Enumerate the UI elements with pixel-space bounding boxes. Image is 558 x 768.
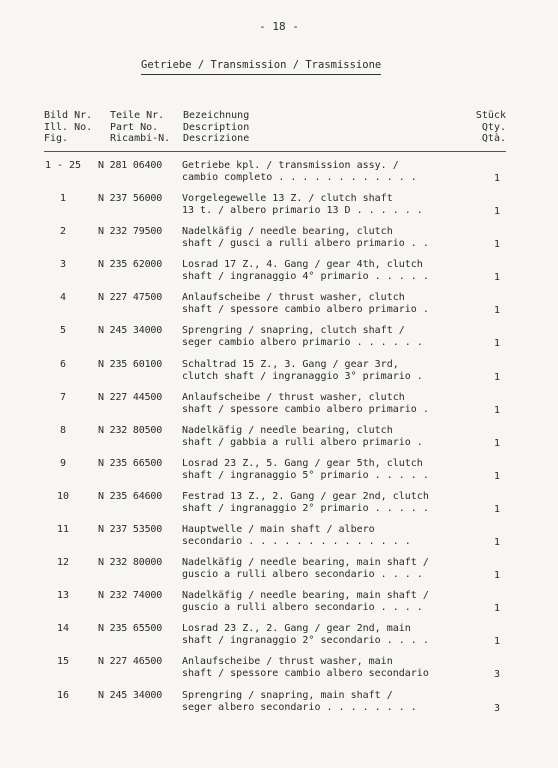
part-number: N 235 65500	[98, 623, 163, 635]
table-row	[0, 690, 558, 723]
part-description: Sprengring / snapring, main shaft / seger albero secondario . . . . . . . .	[182, 689, 417, 713]
part-description: Losrad 17 Z., 4. Gang / gear 4th, clutch shaft / ingranaggio 4° primario . . . . .	[182, 259, 429, 283]
part-number: N 227 46500	[98, 656, 163, 668]
fig-number: 10	[56, 490, 70, 502]
part-description: Festrad 13 Z., 2. Gang / gear 2nd, clutch shaft / ingranaggio 2° primario . . . . .	[182, 490, 429, 514]
table-row	[0, 160, 558, 193]
fig-number: 1	[59, 193, 67, 205]
quantity: 1	[493, 272, 500, 284]
fig-number: 4	[59, 292, 67, 304]
table-row	[0, 623, 558, 656]
table-row	[0, 226, 558, 259]
fig-number: 2	[59, 226, 67, 238]
table-row	[0, 292, 558, 325]
parts-list	[0, 160, 558, 723]
quantity: 3	[493, 702, 500, 714]
part-number: N 235 62000	[98, 259, 163, 271]
part-number: N 227 47500	[98, 292, 163, 304]
table-row	[0, 425, 558, 458]
part-description: Hauptwelle / main shaft / albero secondario . . . . . . . . . . . . . .	[182, 524, 411, 548]
quantity: 1	[493, 636, 500, 648]
fig-number: 3	[59, 259, 67, 271]
fig-number: 6	[59, 358, 67, 370]
part-description: Anlaufscheibe / thrust washer, clutch shaft / spessore cambio albero primario .	[182, 391, 429, 415]
quantity: 3	[493, 669, 500, 681]
quantity: 1	[493, 404, 500, 416]
part-number: N 232 80500	[98, 424, 163, 436]
fig-number: 1 - 25	[44, 160, 82, 171]
part-description: Vorgelegewelle 13 Z. / clutch shaft 13 t. / albero primario 13 D . . . . . .	[182, 193, 423, 217]
quantity: 1	[493, 305, 500, 317]
part-number: N 245 34000	[98, 325, 163, 337]
quantity: 1	[493, 206, 500, 218]
fig-number: 12	[56, 557, 70, 569]
part-description: Nadelkäfig / needle bearing, main shaft / guscio a rulli albero secondario . . . .	[182, 590, 429, 614]
part-number: N 237 56000	[98, 193, 163, 205]
table-row	[0, 524, 558, 557]
quantity: 1	[493, 239, 500, 251]
part-description: Nadelkäfig / needle bearing, clutch shaft / gusci a rulli albero primario . .	[182, 226, 429, 250]
part-description: Sprengring / snapring, clutch shaft / seger cambio albero primario . . . . . .	[182, 325, 423, 349]
quantity: 1	[493, 173, 500, 184]
part-number: N 227 44500	[98, 391, 163, 403]
part-number: N 245 34000	[98, 689, 163, 701]
part-number: N 235 64600	[98, 490, 163, 502]
table-row	[0, 259, 558, 292]
part-number: N 235 60100	[98, 358, 163, 370]
table-row	[0, 325, 558, 358]
table-row	[0, 193, 558, 226]
fig-number: 11	[56, 524, 70, 536]
part-number: N 237 53500	[98, 524, 163, 536]
quantity: 1	[493, 537, 500, 549]
page-title: Getriebe / Transmission / Trasmissione	[141, 59, 381, 75]
quantity: 1	[493, 437, 500, 449]
part-number: N 232 79500	[98, 226, 163, 238]
table-row	[0, 392, 558, 425]
part-number: N 235 66500	[98, 457, 163, 469]
part-description: Anlaufscheibe / thrust washer, main shaft / spessore cambio albero secondario	[182, 656, 429, 680]
table-row	[0, 557, 558, 590]
header-part-number: Teile Nr. Part No. Ricambi-N.	[110, 110, 171, 144]
quantity: 1	[493, 470, 500, 482]
fig-number: 13	[56, 590, 70, 602]
part-number: N 232 80000	[98, 557, 163, 569]
table-row	[0, 458, 558, 491]
header-fig-number: Bild Nr. Ill. No. Fig.	[44, 110, 93, 144]
part-description: Anlaufscheibe / thrust washer, clutch shaft / spessore cambio albero primario .	[182, 292, 429, 316]
fig-number: 14	[56, 623, 70, 635]
table-row	[0, 656, 558, 689]
header-description: Bezeichnung Description Descrizione	[183, 110, 250, 144]
part-description: Nadelkäfig / needle bearing, main shaft / guscio a rulli albero secondario . . . .	[182, 557, 429, 581]
fig-number: 8	[59, 424, 67, 436]
quantity: 1	[493, 503, 500, 515]
quantity: 1	[493, 570, 500, 582]
header-quantity: Stück Qty. Qtà.	[475, 110, 506, 144]
fig-number: 5	[59, 325, 67, 337]
quantity: 1	[493, 338, 500, 350]
quantity: 1	[493, 603, 500, 615]
part-description: Getriebe kpl. / transmission assy. / cambio completo . . . . . . . . . . . .	[182, 160, 417, 183]
fig-number: 7	[59, 391, 67, 403]
part-description: Losrad 23 Z., 5. Gang / gear 5th, clutch shaft / ingranaggio 5° primario . . . . .	[182, 457, 429, 481]
fig-number: 16	[56, 689, 70, 701]
part-number: N 232 74000	[98, 590, 163, 602]
fig-number: 15	[56, 656, 70, 668]
part-number: N 281 06400	[98, 160, 163, 171]
part-description: Losrad 23 Z., 2. Gang / gear 2nd, main shaft / ingranaggio 2° secondario . . . .	[182, 623, 429, 647]
table-row	[0, 590, 558, 623]
header-divider	[44, 151, 506, 152]
quantity: 1	[493, 371, 500, 383]
part-description: Nadelkäfig / needle bearing, clutch shaft / gabbia a rulli albero primario .	[182, 424, 423, 448]
part-description: Schaltrad 15 Z., 3. Gang / gear 3rd, clutch shaft / ingranaggio 3° primario .	[182, 358, 423, 382]
table-row	[0, 359, 558, 392]
fig-number: 9	[59, 457, 67, 469]
page-number: - 18 -	[259, 20, 299, 33]
table-row	[0, 491, 558, 524]
